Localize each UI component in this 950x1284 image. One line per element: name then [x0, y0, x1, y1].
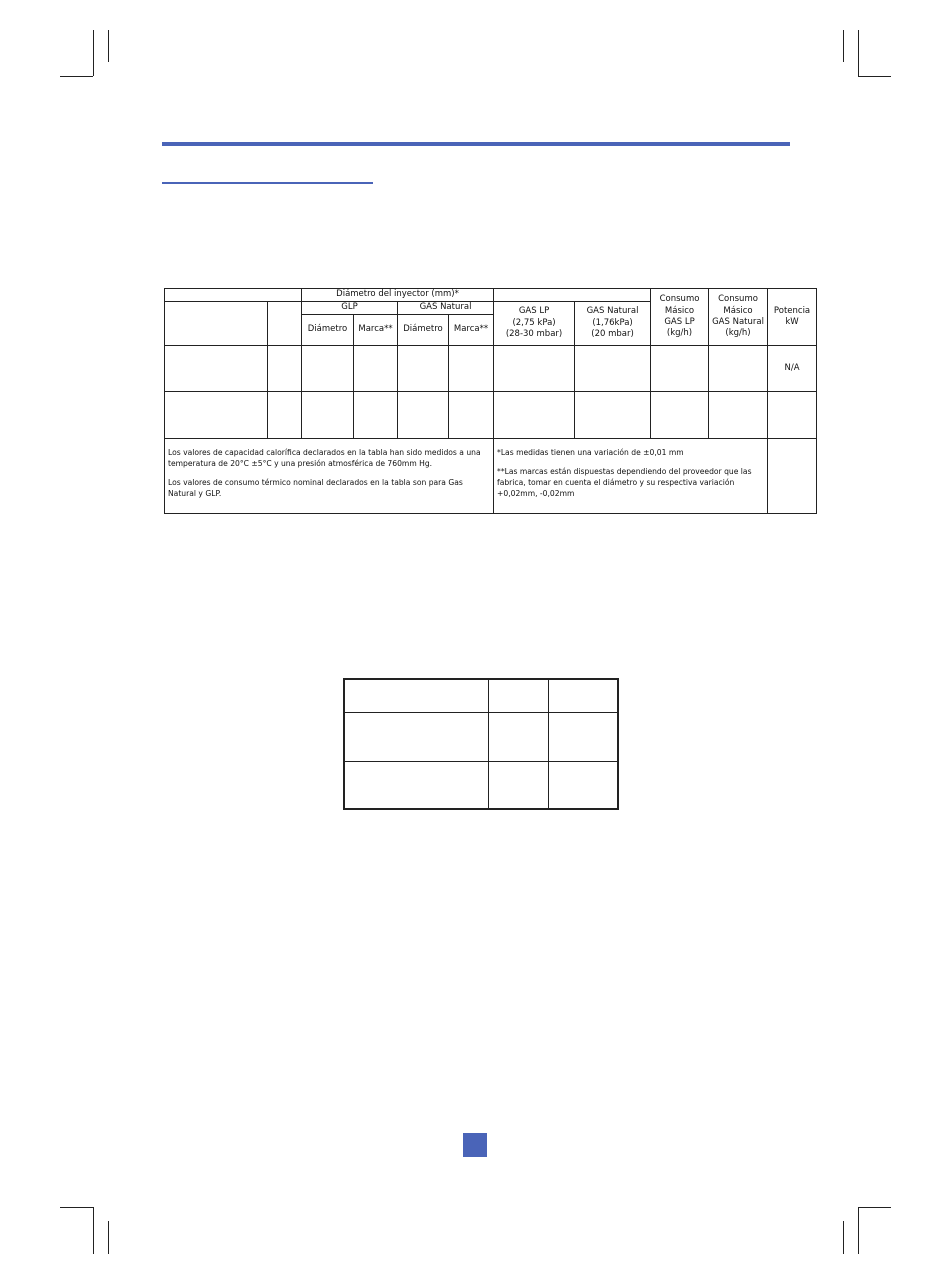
- crop-mark-top-left-v1: [93, 30, 94, 76]
- table-cell: [548, 712, 618, 761]
- section-title-underline: [162, 182, 373, 184]
- table-cell: [354, 392, 398, 439]
- potencia-value: N/A: [768, 346, 817, 392]
- table-row: [165, 392, 817, 439]
- notes-blank-cell: [768, 439, 817, 514]
- diametro-injector-header: Diámetro del inyector (mm)*: [302, 289, 494, 302]
- crop-mark-top-right-v1: [843, 30, 844, 62]
- table-cell: [548, 679, 618, 712]
- natural-diametro-header: Diámetro: [398, 315, 449, 346]
- note-brand-variation: **Las marcas están dispuestas dependiendo del proveedor que las fabrica, tomar en cuenta el diámetro y su respectiva variación +0,02mm, -0,02mm: [497, 467, 752, 498]
- secondary-table: [343, 678, 619, 810]
- natural-marca-header: Marca**: [449, 315, 494, 346]
- table-cell: [575, 392, 651, 439]
- table-cell: [302, 346, 354, 392]
- table-cell: [344, 761, 488, 809]
- crop-mark-bottom-right-v2: [858, 1207, 859, 1254]
- table-cell: [651, 346, 709, 392]
- table-cell: [768, 392, 817, 439]
- label-cell-blank: [268, 302, 302, 346]
- table-cell: [494, 346, 575, 392]
- table-row: [344, 761, 618, 809]
- crop-mark-bottom-right-h: [858, 1207, 891, 1208]
- crop-mark-top-right-v2: [858, 30, 859, 76]
- note-consumption-values: Los valores de consumo térmico nominal declarados en la tabla son para Gas Natural y GLP.: [168, 478, 463, 498]
- table-row: [344, 679, 618, 712]
- table-cell: [165, 346, 268, 392]
- crop-mark-top-right-h: [858, 76, 891, 77]
- gas-natural-header: GAS Natural: [398, 302, 494, 315]
- table-cell: [302, 392, 354, 439]
- table-cell: [488, 712, 548, 761]
- injector-specs-table: [164, 288, 817, 514]
- glp-marca-header: Marca**: [354, 315, 398, 346]
- table-cell: [354, 346, 398, 392]
- table-cell: [548, 761, 618, 809]
- glp-header: GLP: [302, 302, 398, 315]
- crop-mark-bottom-left-v1: [93, 1207, 94, 1254]
- page-number-box: [463, 1133, 487, 1157]
- table-cell: [344, 679, 488, 712]
- table-cell: [494, 392, 575, 439]
- table-cell: [344, 712, 488, 761]
- table-cell: [488, 761, 548, 809]
- potencia-header: Potencia kW: [768, 289, 817, 346]
- table-cell: [398, 392, 449, 439]
- crop-mark-bottom-right-v1: [843, 1221, 844, 1254]
- gas-natural-pressure-header: GAS Natural (1,76kPa) (20 mbar): [575, 302, 651, 346]
- notes-right: [494, 439, 768, 514]
- pressure-header-blank: [494, 289, 651, 302]
- crop-mark-top-left-h: [60, 76, 93, 77]
- table-row: [344, 712, 618, 761]
- crop-mark-bottom-left-v2: [108, 1221, 109, 1254]
- table-cell: [165, 392, 268, 439]
- notes-left: [165, 439, 494, 514]
- table-cell: [488, 679, 548, 712]
- note-diameter-variation: *Las medidas tienen una variación de ±0,01 mm: [497, 448, 684, 457]
- table-row: [165, 346, 817, 392]
- label-cell-blank: [165, 302, 268, 346]
- crop-mark-top-left-v2: [108, 30, 109, 62]
- crop-mark-bottom-left-h: [60, 1207, 93, 1208]
- table-cell: [575, 346, 651, 392]
- table-cell: [651, 392, 709, 439]
- table-cell: [709, 392, 768, 439]
- glp-diametro-header: Diámetro: [302, 315, 354, 346]
- note-measurement-conditions: Los valores de capacidad calorífica declarados en la tabla han sido medidos a una temperatura de 20°C ±5°C y una presión atmosférica de 760mm Hg.: [168, 448, 481, 468]
- consumo-natural-header: Consumo Másico GAS Natural (kg/h): [709, 289, 768, 346]
- header-rule: [162, 142, 790, 146]
- table-cell: [268, 392, 302, 439]
- header-blank-cell: [165, 289, 302, 302]
- consumo-lp-header: Consumo Másico GAS LP (kg/h): [651, 289, 709, 346]
- table-cell: [398, 346, 449, 392]
- table-cell: [709, 346, 768, 392]
- table-cell: [268, 346, 302, 392]
- table-cell: [449, 392, 494, 439]
- gas-lp-pressure-header: GAS LP (2,75 kPa) (28-30 mbar): [494, 302, 575, 346]
- table-cell: [449, 346, 494, 392]
